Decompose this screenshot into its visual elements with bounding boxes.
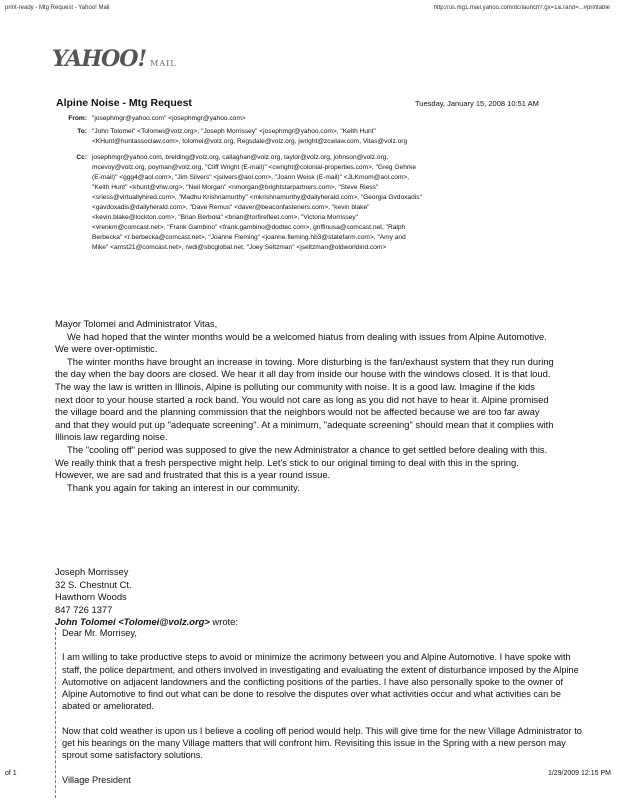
signature-name: Joseph Morrissey (55, 566, 129, 577)
quote-greeting: Dear Mr. Morrisey, (62, 628, 137, 638)
email-date: Tuesday, January 15, 2008 10:51 AM (415, 99, 539, 108)
to-value: "John Tolomei" <Tolomei@volz.org>, "Joseph Morrissey" <josephmgr@yahoo.com>, "Keith Hunt" <KHunt@huntassoclaw.com>, tolomei@volz.org, Regsdale@volz.org, jwright@zcwlaw.com, Vitas@volz.org (92, 128, 408, 145)
quote-closing: Village President (62, 774, 131, 785)
signature-address: 32 S. Chestnut Ct. (55, 578, 132, 590)
email-subject: Alpine Noise - Mtg Request (56, 97, 192, 109)
salutation: Mayor Tolomei and Administrator Vitas, (55, 318, 218, 329)
body-paragraph: The winter months have brought an increase in towing. More disturbing is the fan/exhaust system that they run during the day when the bay doors are closed. We hear it all day from inside our house with the windows closed. It is that loud. The way the law is written in Illinois, Alpine is polluting our community with noise. It is a good law. Imagine if the kids next door to your house started a rock band. You would not care as long as you did not have to hear it. Alpine promised the village board and the planning commission that the neighbors would not be affected because we are too far away and that they would put up "adequate screening". At a minimum, "adequate screening" should mean that it complies with Illinois law regarding noise. (55, 355, 554, 443)
print-timestamp: 1/29/2009 12:15 PM (547, 770, 611, 777)
from-value: "josephmgr@yahoo.com" <josephmgr@yahoo.com> (92, 115, 246, 122)
quote-paragraph: Now that cold weather is upon us I believe a cooling off period would help. This will give time for the new Village Administrator to get his bearings on the many Village matters that will confront him. Revisiting this issue in the Spring with a new person may sprout some satisfactory solutions. (62, 725, 582, 761)
yahoo-mail-logo: YAHOO! MAIL (52, 46, 177, 72)
signature (55, 566, 238, 629)
quote-intro: John Tolomei <Tolomei@volz.org> wrote: (55, 616, 238, 628)
print-header-title: print-ready - Mtg Request - Yahoo! Mail (5, 5, 110, 11)
to-row: To: "John Tolomei" <Tolomei@volz.org>, "Joseph Morrissey" <josephmgr@yahoo.com>, "Keith Hunt" <KHunt@huntassoclaw.com>, tolomei@volz.org, Regsdale@volz.org, jwright@zcwlaw.com, Vitas@volz.org (56, 127, 526, 147)
page-count: of 1 (5, 770, 17, 777)
email-body (55, 318, 555, 494)
cc-value: josephmgr@yahoo.com, brelding@volz.org, callaghan@volz.org, taylor@volz.org, johnson@volz.org, mcevoy@volz.org, poyman@volz.org, "Cliff Wright (E-mail)" <cwright@colonial-properties.com>, "Greg Gehrke (E-mail)" <ggg4@aol.com>, "Jim Silvers" <jsilvers@aol.com>, "Joann Weisk (E-mail)" <JLKmom@aol.com>, "Keith Hunt" <khunt@vhw.org>, "Neil Morgan" <nmorgan@brightstarpartners.com>, "Steve Riess" <sriess@virtuallyhired.com>, "Madhu Krishnamurthy" <mkrishnamurthy@dailyherald.com>, "Georgia Gvdoxadis" <gavdoxadis@dailyherald.com>, "Dave Remus" <daver@beaconfasteners.com>, "kevin blake" <kevin.blake@lockton.com>, "Brian Berbola" <brian@torfirefleet.com>, "Victoria Morrissey" <vrenkm@comcast.net>, "Frank Gambino" <frank.gambino@dodtec.com>, gnffinusa@comcast.net, "Ralph Berbecka" <r.berbecka@comcast.net>, "Joanne Fleming" <joanne.fleming.hb3@statefarm.com>, "Amy and Mike" <amst21@comcast.net>, rwdi@sbcglobal.net, "Joey Seltzman" <jseltzman@oldworldind.com> (92, 154, 422, 251)
body-paragraph: The "cooling off" period was supposed to give the new Administrator a chance to get settled before dealing with this. We really think that a fresh perspective might help. Let's stick to our original timing to deal with this in the spring. However, we are sad and frustrated that this is a year round issue. (55, 443, 548, 481)
signature-town: Hawthorn Woods (55, 591, 127, 603)
cc-row: Cc: josephmgr@yahoo.com, brelding@volz.org, callaghan@volz.org, taylor@volz.org, johnson@volz.org, mcevoy@volz.org, poyman@volz.org, "Cliff Wright (E-mail)" <cwright@colonial-properties.com>, "Greg Gehrke (E-mail)" <ggg4@aol.com>, "Jim Silvers" <jsilvers@aol.com>, "Joann Weisk (E-mail)" <JLKmom@aol.com>, "Keith Hunt" <khunt@vhw.org>, "Neil Morgan" <nmorgan@brightstarpartners.com>, "Steve Riess" <sriess@virtuallyhired.com>, "Madhu Krishnamurthy" <mkrishnamurthy@dailyherald.com>, "Georgia Gvdoxadis" <gavdoxadis@dailyherald.com>, "Dave Remus" <daver@beaconfasteners.com>, "kevin blake" <kevin.blake@lockton.com>, "Brian Berbola" <brian@torfirefleet.com>, "Victoria Morrissey" <vrenkm@comcast.net>, "Frank Gambino" <frank.gambino@dodtec.com>, gnffinusa@comcast.net, "Ralph Berbecka" <r.berbecka@comcast.net>, "Joanne Fleming" <joanne.fleming.hb3@statefarm.com>, "Amy and Mike" <amst21@comcast.net>, rwdi@sbcglobal.net, "Joey Seltzman" <jseltzman@oldworldind.com> (76, 154, 422, 251)
from-row: From: "josephmgr@yahoo.com" <josephmgr@yahoo.com> (56, 114, 526, 124)
quote-paragraph: I am willing to take productive steps to avoid or minimize the acrimony between you and Alpine Automotive. I have spoke with staff, the police department, and others involved in investigating and evaluating the extent of disturbance imposed by the Alpine Automotive on adjacent landowners and the conflicting positions of the parties. I have also personally spoke to the owner of Alpine Automotive to find out what can be done to resolve the disputes over what activities occur and what activities can be abated or ameliorated. (62, 652, 579, 712)
email-headers (56, 114, 526, 253)
body-paragraph: Thank you again for taking an interest in our community. (67, 481, 300, 493)
print-header-url: http://us.mg1.mail.yahoo.com/dc/launch?.gx=1&.rand=...#printable (433, 5, 610, 11)
body-paragraph: We had hoped that the winter months would be a welcomed hiatus from dealing with issues from Alpine Automotive. We were over-optimistic. (55, 330, 547, 355)
quoted-message (55, 627, 582, 798)
signature-phone: 847 726 1377 (55, 603, 113, 615)
